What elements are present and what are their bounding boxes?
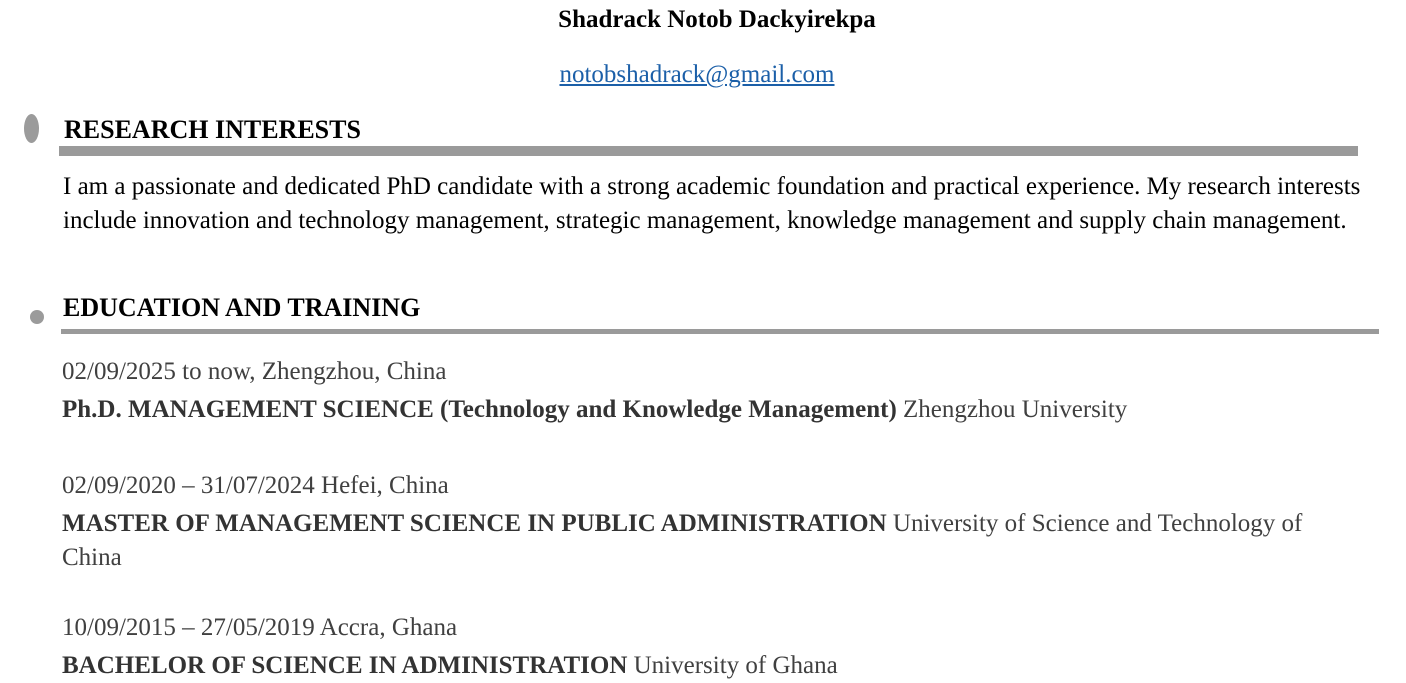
research-heading-rule	[59, 146, 1358, 156]
education-entry	[62, 355, 1352, 427]
entry-degree: MASTER OF MANAGEMENT SCIENCE IN PUBLIC ADMINISTRATION	[62, 510, 887, 537]
entry-degree: BACHELOR OF SCIENCE IN ADMINISTRATION	[62, 652, 628, 679]
entry-institution: University of Science and Technology of China	[62, 510, 1303, 571]
cv-name: Shadrack Notob Dackyirekpa	[558, 6, 876, 33]
education-entry	[62, 469, 1352, 575]
education-heading: EDUCATION AND TRAINING	[63, 293, 421, 322]
section-marker-oval	[24, 114, 39, 143]
research-interests-heading: RESEARCH INTERESTS	[64, 115, 361, 144]
entry-date-place: 02/09/2020 – 31/07/2024 Hefei, China	[62, 472, 449, 499]
entry-institution: University of Ghana	[633, 652, 838, 679]
entry-institution: Zhengzhou University	[903, 396, 1128, 423]
section-marker-dot	[30, 310, 44, 324]
research-interests-text: I am a passionate and dedicated PhD candidate with a strong academic foundation and practical experience. My research interests include innovation and technology management, strategic management, knowledge management and supply chain management.	[63, 173, 1361, 234]
entry-degree: Ph.D. MANAGEMENT SCIENCE (Technology and Knowledge Management)	[62, 396, 897, 423]
email-link[interactable]: notobshadrack@gmail.com	[559, 61, 835, 88]
education-entry	[62, 611, 1352, 683]
email-line	[0, 59, 1394, 91]
education-heading-rule	[61, 329, 1379, 334]
entry-date-place: 10/09/2015 – 27/05/2019 Accra, Ghana	[62, 614, 458, 641]
entry-date-place: 02/09/2025 to now, Zhengzhou, China	[62, 358, 447, 385]
